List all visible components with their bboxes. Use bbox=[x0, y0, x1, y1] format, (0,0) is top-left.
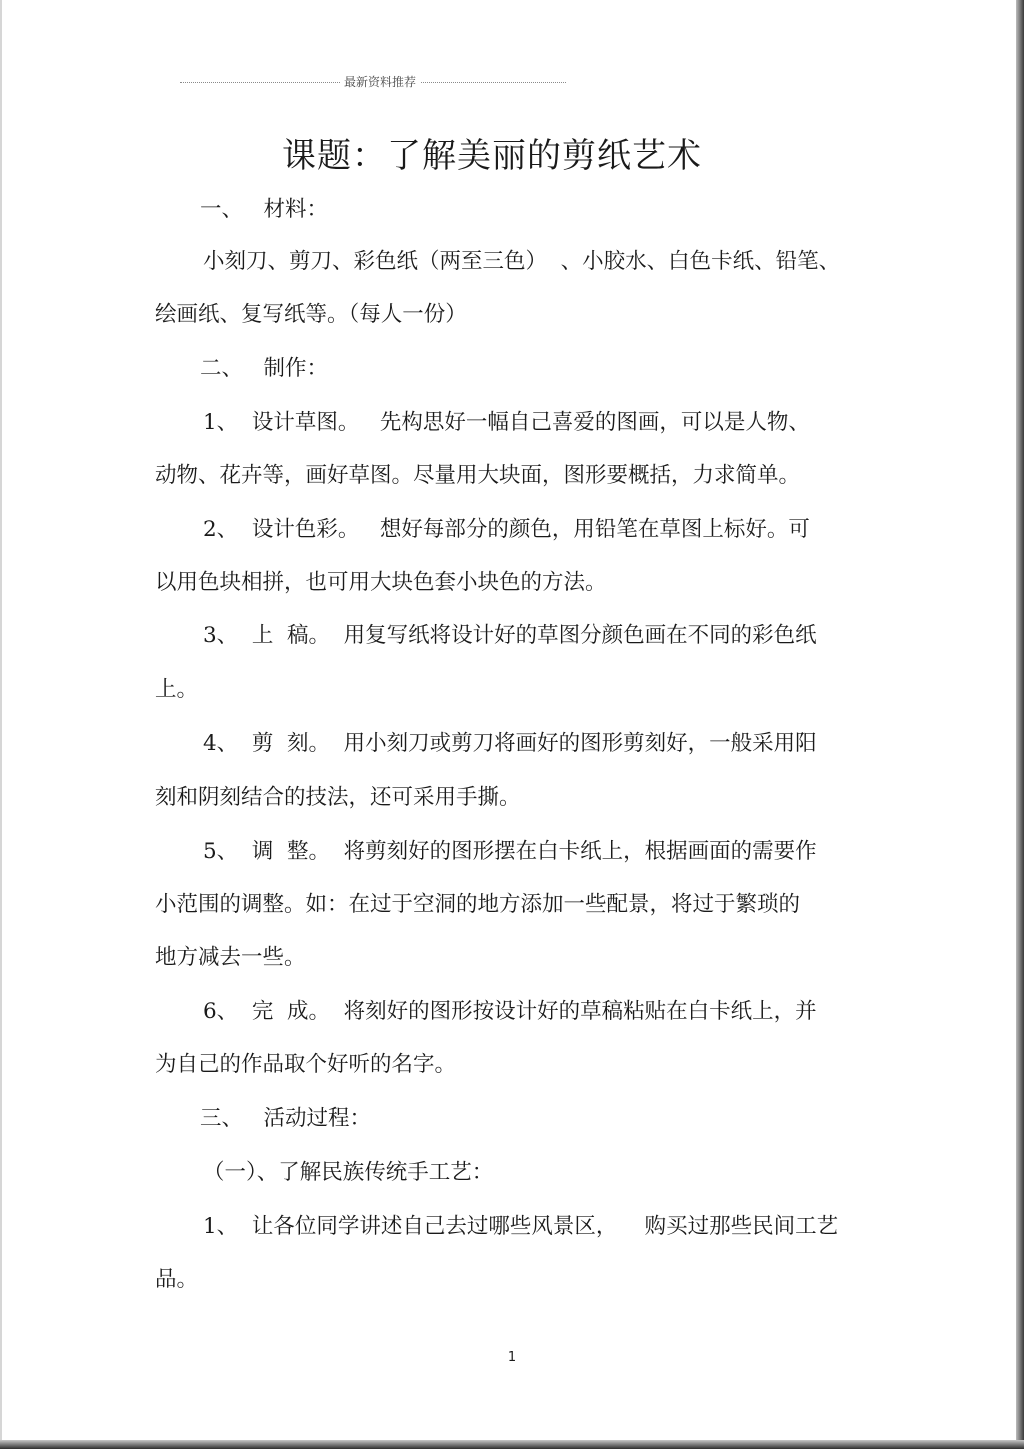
section-heading-materials: 一、 材料： bbox=[200, 197, 329, 222]
section-heading-production: 二、 制作： bbox=[200, 356, 329, 381]
page-left-edge bbox=[0, 0, 2, 1449]
paragraph-line: 2、 设计色彩。 想好每部分的颜色，用铅笔在草图上标好。可 bbox=[203, 517, 810, 542]
paragraph-line: 地方减去一些。 bbox=[155, 945, 306, 970]
section-heading-activity: 三、 活动过程： bbox=[200, 1106, 372, 1131]
page-bottom-edge bbox=[0, 1440, 1024, 1449]
paragraph-line: 6、 完 成。 将刻好的图形按设计好的草稿粘贴在白卡纸上，并 bbox=[203, 999, 817, 1024]
paragraph-line: 上。 bbox=[155, 677, 199, 702]
running-header: 最新资料推荐 bbox=[340, 73, 420, 90]
paragraph-line: 小范围的调整。如：在过于空洞的地方添加一些配景，将过于繁琐的 bbox=[155, 892, 801, 917]
paragraph-line: 1、 让各位同学讲述自己去过哪些风景区， 购买过那些民间工艺 bbox=[203, 1214, 839, 1239]
paragraph-line: 为自己的作品取个好听的名字。 bbox=[155, 1052, 457, 1077]
document-title: 课题：了解美丽的剪纸艺术 bbox=[282, 136, 702, 176]
subsection-heading: （一）、了解民族传统手工艺： bbox=[203, 1160, 494, 1185]
page-right-edge bbox=[1016, 0, 1024, 1449]
page-number: 1 bbox=[507, 1350, 517, 1365]
paragraph-line: 5、 调 整。 将剪刻好的图形摆在白卡纸上，根据画面的需要作 bbox=[203, 839, 817, 864]
paragraph-line: 3、 上 稿。 用复写纸将设计好的草图分颜色画在不同的彩色纸 bbox=[203, 623, 817, 648]
paragraph-line: 刻和阴刻结合的技法，还可采用手撕。 bbox=[155, 785, 521, 810]
paragraph-line: 小刻刀、剪刀、彩色纸（两至三色） 、小胶水、白色卡纸、铅笔、 bbox=[203, 249, 841, 274]
paragraph-line: 品。 bbox=[155, 1267, 199, 1292]
paragraph-line: 1、 设计草图。 先构思好一幅自己喜爱的图画，可以是人物、 bbox=[203, 410, 810, 435]
paragraph-line: 以用色块相拼，也可用大块色套小块色的方法。 bbox=[155, 570, 607, 595]
paragraph-line: 4、 剪 刻。 用小刻刀或剪刀将画好的图形剪刻好，一般采用阳 bbox=[203, 731, 817, 756]
paragraph-line: 动物、花卉等，画好草图。尽量用大块面，图形要概括，力求简单。 bbox=[155, 463, 801, 488]
paragraph-line: 绘画纸、复写纸等。（每人一份） bbox=[155, 302, 467, 327]
